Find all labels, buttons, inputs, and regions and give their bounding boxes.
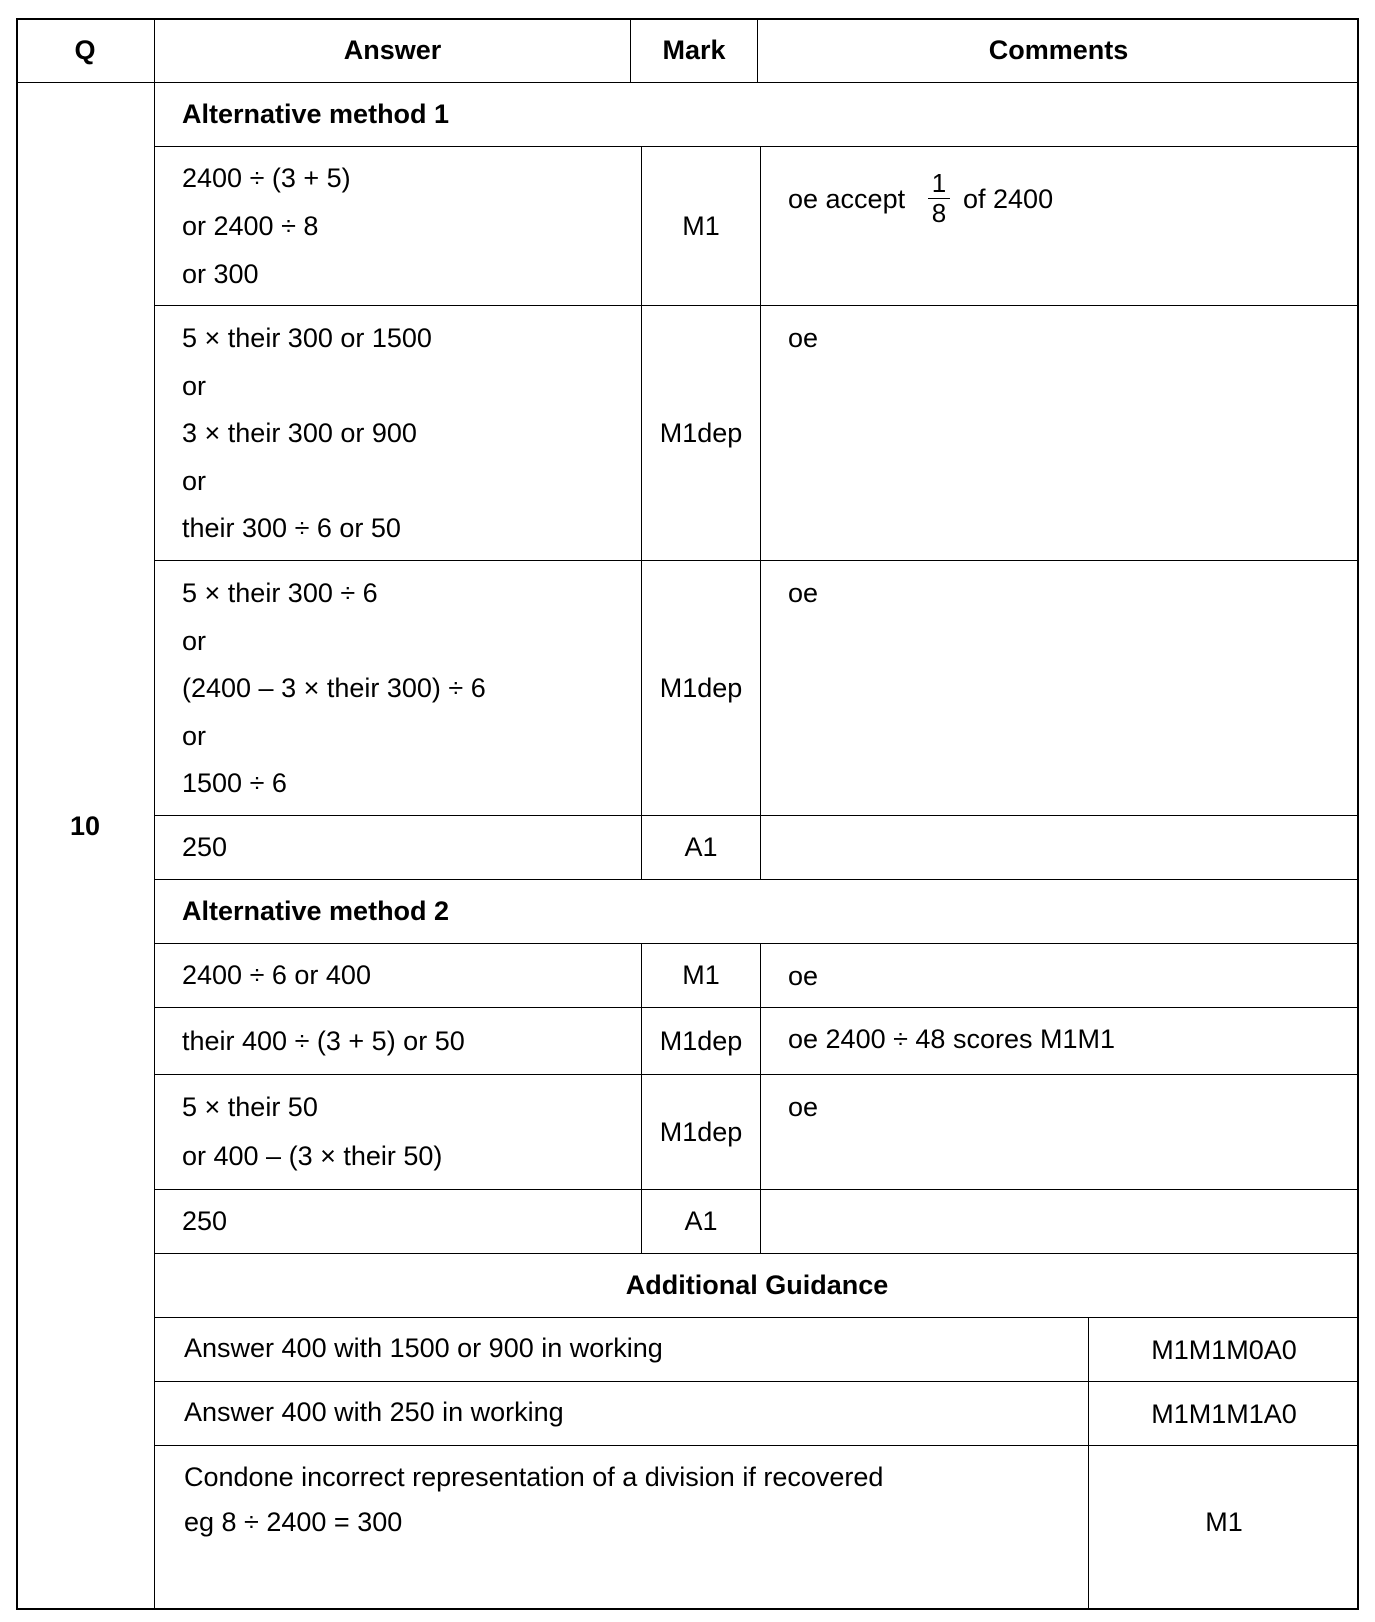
comment-text: oe — [788, 961, 819, 991]
guidance-text: Answer 400 with 1500 or 900 in working — [184, 1333, 663, 1363]
answer-line: their 300 ÷ 6 or 50 — [182, 513, 401, 543]
row-divider — [155, 560, 1359, 561]
guidance-text: Condone incorrect representation of a division if recovered — [184, 1462, 884, 1492]
comment-text: oe 2400 ÷ 48 scores M1M1 — [788, 1024, 1115, 1054]
answer-line: or — [182, 626, 207, 656]
row-divider — [155, 1317, 1359, 1318]
answer-line: 1500 ÷ 6 — [182, 768, 287, 798]
answer-line: or 300 — [182, 259, 259, 289]
row-divider — [155, 1381, 1359, 1382]
guidance-mark: M1M1M0A0 — [1151, 1335, 1297, 1365]
row-divider — [155, 1189, 1359, 1190]
mark-value: M1dep — [659, 1026, 743, 1056]
guidance-text: eg 8 ÷ 2400 = 300 — [184, 1507, 403, 1537]
column-divider — [760, 146, 761, 879]
column-divider — [760, 943, 761, 1253]
header-answer: Answer — [343, 35, 442, 65]
fraction-one-eighth — [928, 170, 950, 226]
comment-text: oe — [788, 1092, 819, 1122]
comment-text: of 2400 — [963, 184, 1054, 214]
method-2-title: Alternative method 2 — [182, 896, 450, 926]
answer-line: 2400 ÷ 6 or 400 — [182, 960, 371, 990]
answer-line: 5 × their 50 — [182, 1092, 318, 1122]
answer-line: (2400 – 3 × their 300) ÷ 6 — [182, 673, 486, 703]
guidance-mark: M1 — [1205, 1507, 1243, 1537]
mark-value: M1 — [682, 211, 720, 241]
answer-line: their 400 ÷ (3 + 5) or 50 — [182, 1026, 465, 1056]
answer-line: or 400 – (3 × their 50) — [182, 1141, 443, 1171]
mark-value: M1dep — [659, 418, 743, 448]
answer-line: or 2400 ÷ 8 — [182, 211, 319, 241]
row-divider — [155, 815, 1359, 816]
answer-line: 250 — [182, 832, 228, 862]
question-number: 10 — [69, 811, 101, 841]
answer-line: 3 × their 300 or 900 — [182, 418, 417, 448]
mark-value: A1 — [684, 832, 718, 862]
mark-value: M1 — [682, 960, 720, 990]
row-divider — [155, 305, 1359, 306]
guidance-title: Additional Guidance — [625, 1270, 889, 1300]
mark-value: M1dep — [659, 673, 743, 703]
mark-value: A1 — [684, 1206, 718, 1236]
header-mark: Mark — [662, 35, 726, 65]
answer-line: 2400 ÷ (3 + 5) — [182, 163, 351, 193]
mark-scheme-table — [16, 18, 1359, 1610]
answer-line: 250 — [182, 1206, 228, 1236]
answer-line: or — [182, 371, 207, 401]
guidance-mark: M1M1M1A0 — [1151, 1399, 1297, 1429]
fraction-denominator: 8 — [931, 198, 947, 228]
method-1-title: Alternative method 1 — [182, 99, 450, 129]
column-divider — [154, 18, 155, 1610]
row-divider — [155, 1074, 1359, 1075]
guidance-text: Answer 400 with 250 in working — [184, 1397, 564, 1427]
comment-text: oe accept — [788, 184, 906, 214]
comment-text: oe — [788, 323, 819, 353]
row-divider — [155, 943, 1359, 944]
row-divider — [155, 879, 1359, 880]
answer-line: 5 × their 300 ÷ 6 — [182, 578, 378, 608]
row-divider — [155, 1007, 1359, 1008]
answer-line: or — [182, 721, 207, 751]
comment-text: oe — [788, 578, 819, 608]
column-divider — [641, 146, 642, 879]
row-divider — [155, 1253, 1359, 1254]
header-q: Q — [74, 35, 96, 65]
header-comments: Comments — [988, 35, 1129, 65]
header-divider — [16, 82, 1359, 83]
fraction-numerator: 1 — [928, 170, 950, 199]
answer-line: 5 × their 300 or 1500 — [182, 323, 432, 353]
row-divider — [155, 146, 1359, 147]
answer-line: or — [182, 466, 207, 496]
mark-value: M1dep — [659, 1117, 743, 1147]
row-divider — [155, 1445, 1359, 1446]
